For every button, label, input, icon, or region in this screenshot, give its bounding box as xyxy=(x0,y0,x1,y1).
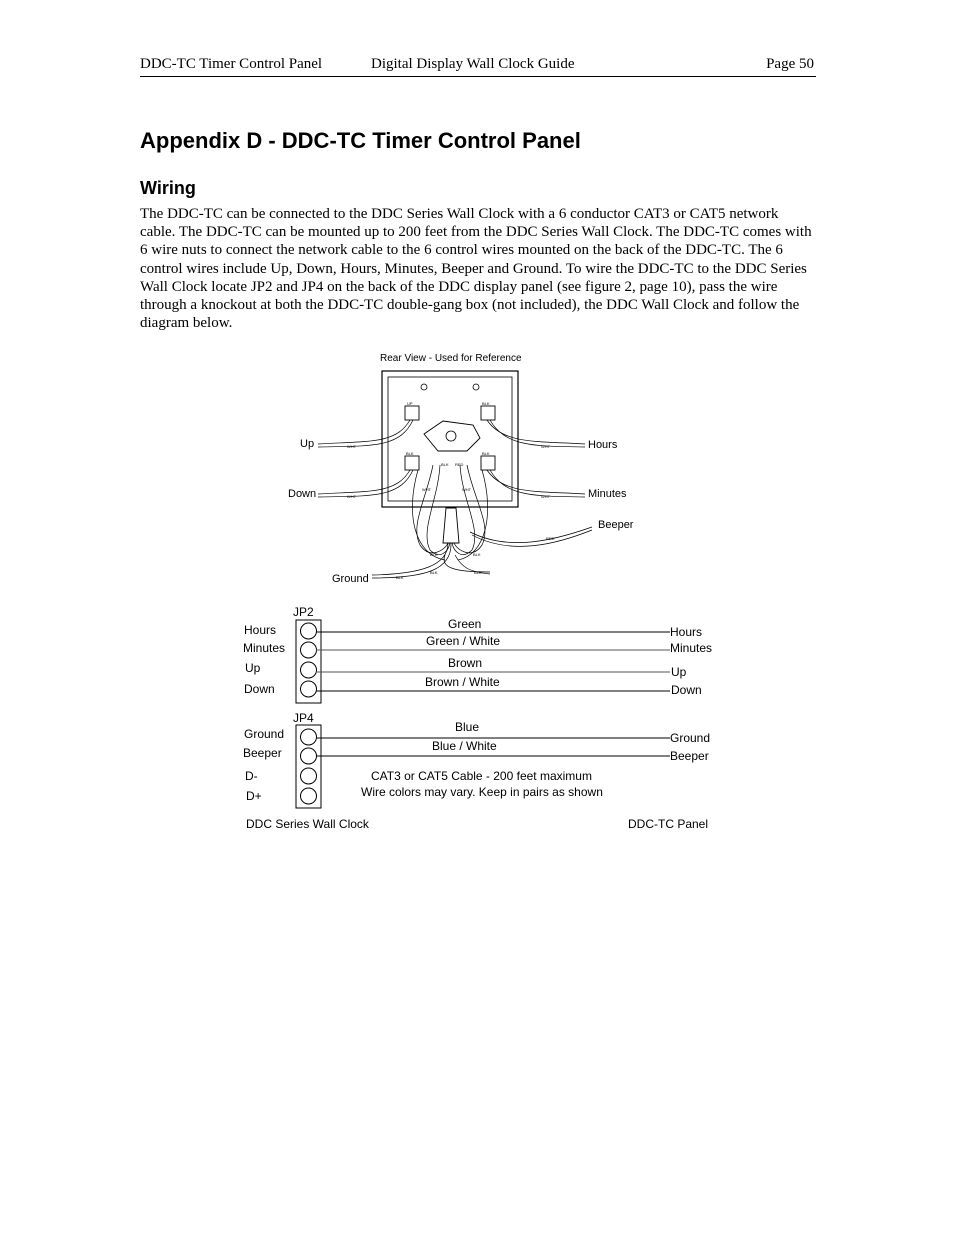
page-number: Page 50 xyxy=(766,56,814,72)
svg-text:BLK: BLK xyxy=(441,462,449,467)
rear-view-caption: Rear View - Used for Reference xyxy=(380,353,522,364)
svg-text:BLK: BLK xyxy=(430,570,438,575)
jp4-pin-beeper: Beeper xyxy=(243,746,282,760)
jp4-label: JP4 xyxy=(293,711,314,725)
svg-text:BLK: BLK xyxy=(482,401,490,406)
svg-text:BLK: BLK xyxy=(482,451,490,456)
cable-note-length: CAT3 or CAT5 Cable - 200 feet maximum xyxy=(371,769,592,783)
svg-text:UP: UP xyxy=(407,401,413,406)
footer-ddc-tc-panel: DDC-TC Panel xyxy=(628,817,709,831)
panel-label-up: Up xyxy=(671,665,687,679)
rear-label-up: Up xyxy=(300,438,315,450)
wire-green-white: Green / White xyxy=(426,634,501,648)
header-doc-title: DDC-TC Timer Control Panel xyxy=(140,56,323,72)
panel-label-minutes: Minutes xyxy=(670,641,713,655)
svg-text:WHT: WHT xyxy=(422,487,432,492)
cable-wires xyxy=(316,632,670,756)
rear-label-down: Down xyxy=(288,488,317,500)
jp2-label: JP2 xyxy=(293,605,314,619)
panel-label-hours: Hours xyxy=(670,625,703,639)
jp2-pin-minutes: Minutes xyxy=(243,641,286,655)
jp2-pin-hours: Hours xyxy=(244,623,277,637)
rear-label-beeper: Beeper xyxy=(598,519,634,531)
svg-text:WHT: WHT xyxy=(462,487,472,492)
svg-text:RED: RED xyxy=(546,536,555,541)
jp4-pin-ground: Ground xyxy=(244,727,285,741)
section-heading-wiring: Wiring xyxy=(140,178,196,198)
wire-green: Green xyxy=(448,617,482,631)
rear-label-minutes: Minutes xyxy=(588,488,627,500)
svg-text:BLK: BLK xyxy=(406,451,414,456)
jp2-pin-up: Up xyxy=(245,661,261,675)
svg-text:BLK: BLK xyxy=(474,570,482,575)
svg-text:WHT: WHT xyxy=(541,444,551,449)
wire-blue-white: Blue / White xyxy=(432,739,497,753)
appendix-title: Appendix D - DDC-TC Timer Control Panel xyxy=(140,128,581,153)
rear-label-ground: Ground xyxy=(332,573,369,585)
svg-text:BLK: BLK xyxy=(473,552,481,557)
rear-wire-tiny-labels xyxy=(347,401,555,580)
svg-text:BLK: BLK xyxy=(396,575,404,580)
panel-label-down: Down xyxy=(671,683,702,697)
wire-brown-white: Brown / White xyxy=(425,675,500,689)
svg-text:WHT: WHT xyxy=(347,444,357,449)
rear-wire-bundle xyxy=(318,420,592,578)
svg-text:WHT: WHT xyxy=(347,494,357,499)
jp4-connector xyxy=(296,725,321,808)
jp4-pin-d-plus: D+ xyxy=(246,789,262,803)
footer-ddc-wall-clock: DDC Series Wall Clock xyxy=(246,817,369,831)
panel-label-beeper: Beeper xyxy=(670,749,709,763)
ddc-tc-rear-panel xyxy=(382,371,518,543)
jp2-pin-down: Down xyxy=(244,682,275,696)
wire-brown: Brown xyxy=(448,656,483,670)
cable-note-colors: Wire colors may vary. Keep in pairs as shown xyxy=(361,785,603,799)
header-guide-title: Digital Display Wall Clock Guide xyxy=(371,56,575,72)
panel-label-ground: Ground xyxy=(670,731,711,745)
wiring-paragraph: The DDC-TC can be connected to the DDC Series Wall Clock with a 6 conductor CAT3 or CAT5 network cable. The DDC-TC can be mounted up to 200 feet from the DDC Series Wall Clock. The DDC-TC comes with 6 wire nuts to connect the network cable to the 6 control wires mounted on the back of the DDC-TC. The 6 control wires include Up, Down, Hours, Minutes, Beeper and Ground. To wire the DDC-TC to the DDC Series Wall Clock locate JP2 and JP4 on the back of the DDC display panel (see figure 2, page 10), pass the wire through a knockout at both the DDC-TC double-gang box (not included), the DDC Wall Clock and follow the diagram below. xyxy=(140,206,812,332)
rear-label-hours: Hours xyxy=(588,439,618,451)
wire-blue: Blue xyxy=(455,720,480,734)
svg-text:WHT: WHT xyxy=(541,494,551,499)
jp4-pin-d-minus: D- xyxy=(245,769,258,783)
svg-text:RED: RED xyxy=(455,462,464,467)
svg-text:BLK: BLK xyxy=(430,552,438,557)
